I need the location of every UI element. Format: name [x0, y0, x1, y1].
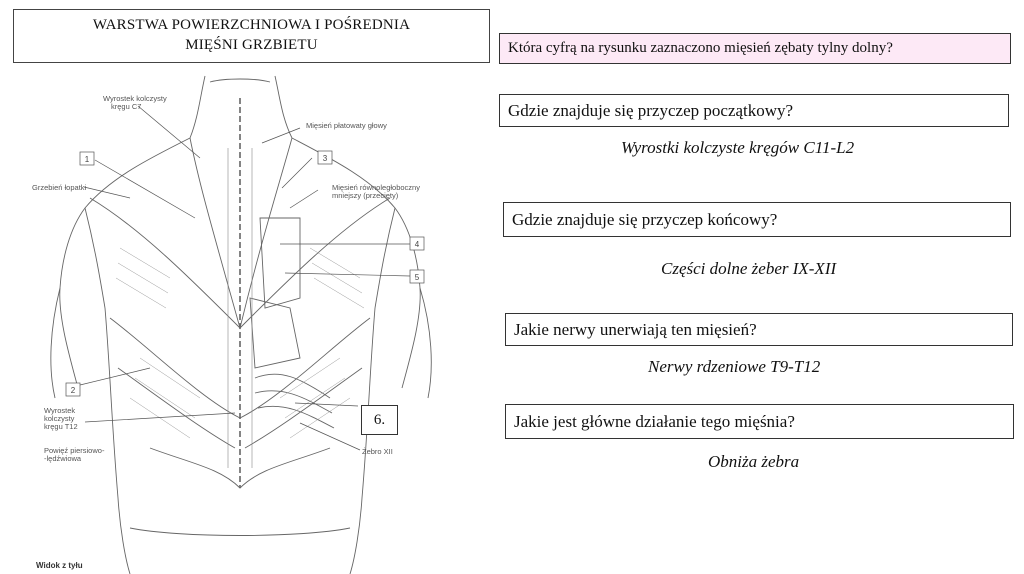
leader-lines: [80, 106, 410, 450]
label-scapular-spine: Grzebień łopatki: [32, 183, 87, 192]
label-t12-line2: kolczysty: [44, 414, 75, 423]
number-box-4: [410, 237, 424, 250]
title-line-1: WARSTWA POWIERZCHNIOWA I POŚREDNIA: [92, 17, 411, 33]
label-rhomboid-line2: mniejszy (przecięty): [332, 191, 399, 200]
svg-text:1: 1: [84, 155, 90, 164]
label-splenius: Mięsień płatowaty głowy: [306, 121, 387, 130]
label-rhomboid-line1: Mięsień równoległoboczny: [332, 183, 420, 192]
number-box-1: [80, 152, 94, 165]
number-box-3: [318, 151, 332, 164]
number-box-2: [66, 383, 80, 396]
answer-2-text: Wyrostki kolczyste kręgów C11-L2: [621, 138, 855, 157]
label-rib-xii: Żebro XII: [362, 447, 393, 456]
label-t12-line1: Wyrostek: [44, 406, 76, 415]
question-5-box: Jakie jest główne działanie tego mięśnia?: [505, 404, 1014, 439]
label-fascia-line1: Powięź piersiowo-: [44, 446, 105, 455]
answer-number-box: 6.: [361, 405, 398, 435]
label-t12-line3: kręgu T12: [44, 422, 78, 431]
anatomy-drawing: [51, 76, 431, 574]
question-1-box: Która cyfrą na rysunku zaznaczono mięsień zębaty tylny dolny?: [499, 33, 1011, 64]
svg-text:5: 5: [414, 273, 420, 282]
slide-title: [13, 9, 490, 63]
svg-text:2: 2: [70, 386, 76, 395]
svg-text:4: 4: [414, 240, 420, 249]
label-fascia-line2: -lędźwiowa: [44, 454, 82, 463]
number-box-5: [410, 270, 424, 283]
title-line-2: MIĘŚNI GRZBIETU: [185, 37, 318, 53]
answer-3-text: Części dolne żeber IX-XII: [661, 259, 837, 278]
svg-text:3: 3: [322, 154, 328, 163]
figure-caption: Widok z tyłu: [36, 561, 83, 570]
answer-4-text: Nerwy rdzeniowe T9-T12: [648, 357, 821, 376]
back-muscles-illustration: [0, 68, 490, 574]
label-c7-line2: kręgu C7: [111, 102, 142, 111]
answer-5-text: Obniża żebra: [708, 452, 800, 471]
question-2-box: Gdzie znajduje się przyczep początkowy?: [499, 94, 1009, 127]
label-c7-line1: Wyrostek kolczysty: [103, 94, 167, 103]
question-3-box: Gdzie znajduje się przyczep końcowy?: [503, 202, 1011, 237]
question-4-box: Jakie nerwy unerwiają ten mięsień?: [505, 313, 1013, 346]
